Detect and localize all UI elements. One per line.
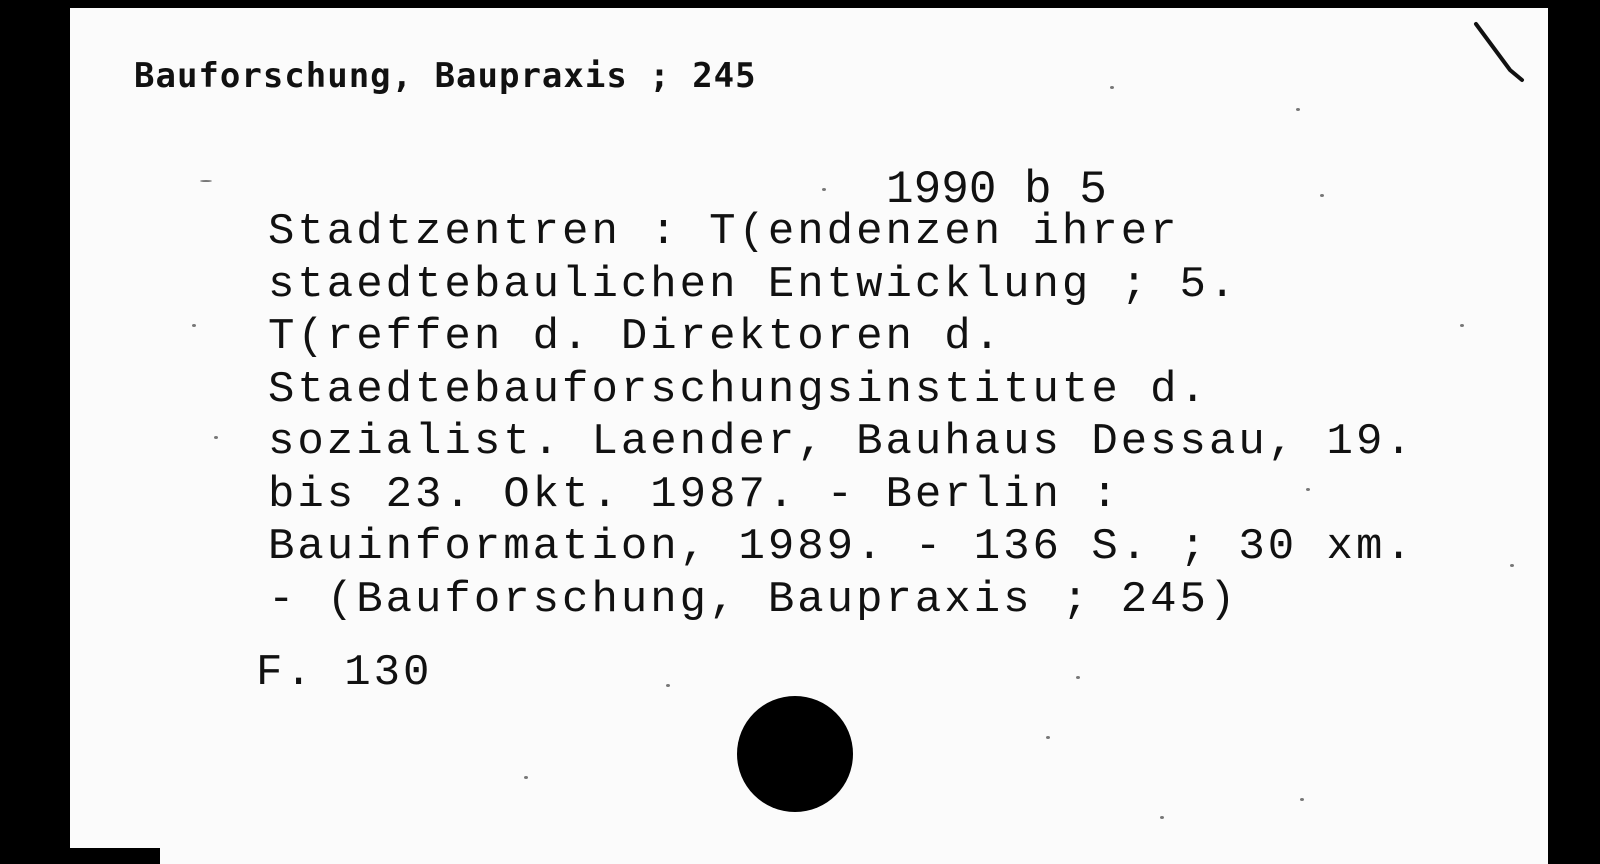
description-line: Bauinformation, 1989. - 136 S. ; 30 xm. <box>268 522 1415 572</box>
scan-speck <box>1300 798 1304 801</box>
catalog-card <box>70 8 1548 864</box>
call-number: 1990 b 5 <box>886 164 1107 216</box>
scan-speck <box>1306 488 1310 491</box>
description-line: - (Bauforschung, Baupraxis ; 245) <box>268 574 1239 625</box>
description-line: Staedtebauforschungsinstitute d. <box>268 364 1209 415</box>
scan-speck <box>1296 108 1300 111</box>
scan-speck <box>192 324 196 327</box>
scan-speck <box>1110 86 1114 89</box>
description-line: bis 23. Okt. 1987. - Berlin : <box>268 469 1121 520</box>
corner-pen-mark <box>1470 18 1530 88</box>
scan-speck <box>214 436 218 439</box>
scan-speck <box>822 188 826 191</box>
series-heading: Bauforschung, Baupraxis ; 245 <box>134 56 757 96</box>
punch-hole <box>737 696 853 812</box>
description-line: T(reffen d. Direktoren d. <box>268 312 1004 362</box>
scan-speck <box>1076 676 1080 679</box>
bibliographic-description <box>268 206 1415 626</box>
description-line: sozialist. Laender, Bauhaus Dessau, 19. <box>268 417 1415 467</box>
scan-speck <box>200 180 212 182</box>
scan-speck <box>1160 816 1164 819</box>
scan-speck <box>1320 194 1324 197</box>
scan-edge-strip <box>70 848 160 864</box>
scan-speck <box>524 776 528 779</box>
shelfmark: F. 130 <box>256 648 433 698</box>
description-line: Stadtzentren : T(endenzen ihrer <box>268 207 1180 257</box>
scan-speck <box>1046 736 1050 739</box>
scan-speck <box>1460 324 1464 327</box>
scan-speck <box>666 684 670 687</box>
description-line: staedtebaulichen Entwicklung ; 5. <box>268 259 1239 310</box>
scan-speck <box>1510 564 1514 567</box>
